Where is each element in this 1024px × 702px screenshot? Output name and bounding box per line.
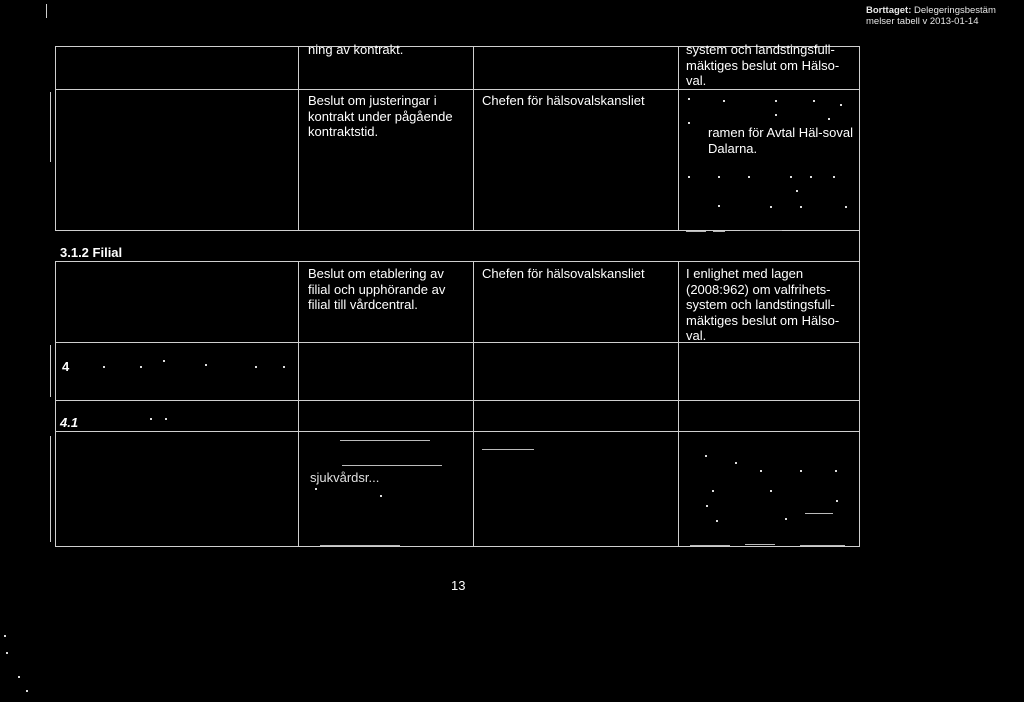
section-41-decision: sjukvårdsr...	[310, 470, 380, 485]
col-rule-0a	[55, 46, 56, 231]
col-rule-2b	[473, 261, 474, 546]
row1-decision: ning av kontrakt.	[308, 42, 404, 57]
row2-delegate: Chefen för hälsovalskansliet	[482, 93, 645, 108]
change-bar-top	[46, 4, 47, 18]
section-312-decision: Beslut om etablering av filial och upphörande av filial till vårdcentral.	[308, 266, 446, 312]
change-bar-3	[50, 436, 51, 542]
row-rule-3	[55, 261, 860, 262]
section-312-delegate: Chefen för hälsovalskansliet	[482, 266, 645, 281]
row2-comment: ramen för Avtal Häl-soval Dalarna.	[708, 125, 853, 156]
page-number: 13	[451, 578, 466, 593]
section-41-heading: 4.1	[60, 415, 79, 430]
section-312-heading: 3.1.2 Filial	[60, 245, 123, 260]
col-rule-3a	[678, 46, 679, 231]
col-rule-1a	[298, 46, 299, 231]
col-rule-2a	[473, 46, 474, 231]
section-4-heading: 4	[62, 359, 70, 374]
section-312-comment: I enlighet med lagen (2008:962) om valfrihets-system och landstingsfull-mäktiges beslut om Hälso-val.	[686, 266, 840, 343]
col-rule-3b	[678, 261, 679, 546]
table-bottom-rule	[55, 546, 860, 547]
col-rule-1b	[298, 261, 299, 546]
row-rule-1	[55, 89, 860, 90]
deleted-note-text: Delegeringsbestäm melser tabell v 2013-01-14	[866, 5, 996, 27]
change-bar-1	[50, 92, 51, 162]
row-rule-5	[55, 400, 860, 401]
row-rule-6	[55, 431, 860, 432]
col-rule-0b	[55, 261, 56, 546]
change-bar-2	[50, 345, 51, 397]
deleted-note-label: Borttaget:	[866, 5, 912, 16]
row2-decision: Beslut om justeringar i kontrakt under pågående kontraktstid.	[308, 93, 453, 139]
row1-comment: system och landstingsfull-mäktiges beslut om Hälso-val.	[686, 42, 840, 88]
col-rule-4	[859, 46, 860, 546]
deleted-note	[866, 5, 1024, 27]
